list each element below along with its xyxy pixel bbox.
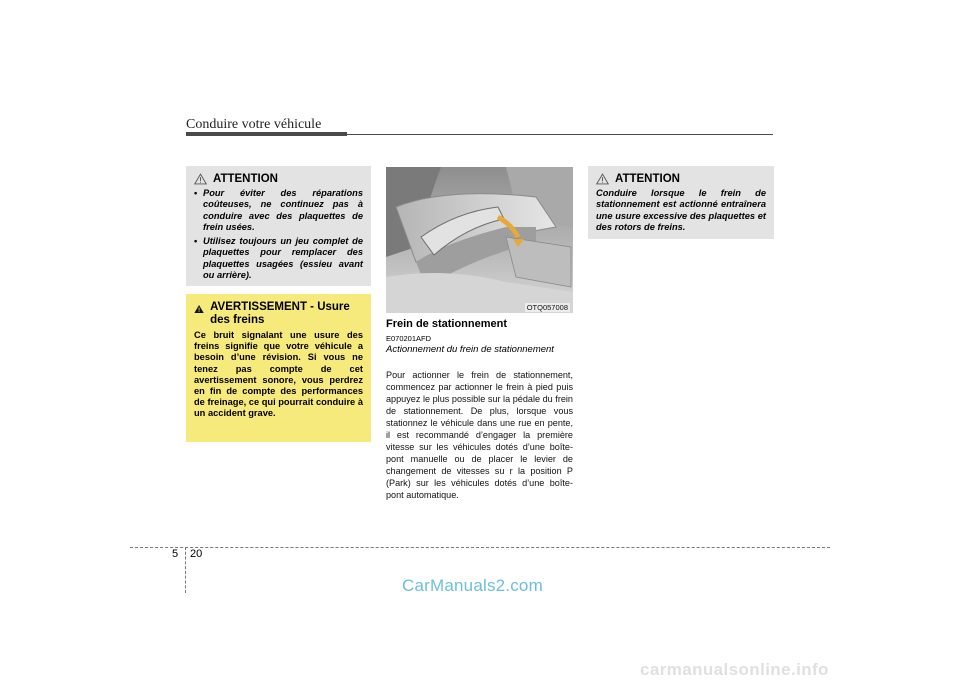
warning-outline-icon (596, 173, 609, 185)
parking-brake-figure (386, 167, 573, 313)
warning-text: Ce bruit signalant une usure des freins signifie que votre véhicule a besoin d’une révision. Si vous ne tenez pas compte de cet avertissement sonore, vous perdrez en fin de compte des performances de freinage, ce qui pourrait conduire à un accident grave. (194, 330, 363, 419)
warning-outline-icon (194, 173, 207, 185)
header-bar (186, 132, 347, 136)
figure-code: OTQ057008 (526, 303, 568, 312)
site-watermark: carmanualsonline.info (640, 660, 829, 679)
header-rule (347, 134, 773, 135)
section-subtitle: Actionnement du frein de stationnement (386, 344, 554, 355)
warning-icon (194, 303, 204, 315)
attention-title: ATTENTION (213, 173, 278, 185)
footer-divider (185, 547, 186, 593)
chapter-number: 5 (172, 548, 179, 560)
attention-box-right (588, 166, 774, 239)
page-number: 20 (190, 548, 203, 560)
warning-box (186, 294, 371, 442)
section-code: E070201AFD (386, 334, 432, 343)
section-title: Frein de stationnement (386, 318, 508, 330)
footer-rule (130, 547, 830, 548)
warning-header (194, 301, 363, 327)
attention-box-left (186, 166, 371, 286)
parking-brake-illustration (386, 167, 573, 313)
list-item: • Utilisez toujours un jeu complet de plaquettes pour remplacer des plaquettes usagées (essieu avant ou arrière). (194, 236, 363, 281)
attention-header (596, 173, 766, 185)
watermark-link[interactable]: CarManuals2.com (402, 576, 543, 595)
attention-list (194, 188, 363, 281)
attention-text: Conduire lorsque le frein de stationnement est actionné entraînera une usure excessive des plaquettes et des rotors de freins. (596, 188, 766, 232)
warning-title: AVERTISSEMENT - Usure des freins (210, 301, 350, 326)
attention-header (194, 173, 363, 185)
section-body: Pour actionner le frein de stationnement, commencez par actionner le frein à pied puis appuyez le plus possible sur la pédale du frein de stationnement. De plus, lorsque vous stationnez le véhicule dans une rue en pente, il est recommandé d’engager la première vitesse sur les véhicules dotés d’une boîte-pont manuelle ou de placer le levier de changement de vitesses su r la position P (Park) sur les véhicules dotés d’une boîte-pont automatique. (386, 370, 573, 500)
list-item: • Pour éviter des réparations coûteuses, ne continuez pas à conduire avec des plaquettes de frein usées. (194, 188, 363, 233)
attention-title: ATTENTION (615, 173, 680, 185)
page-header-title: Conduire votre véhicule (186, 117, 322, 132)
